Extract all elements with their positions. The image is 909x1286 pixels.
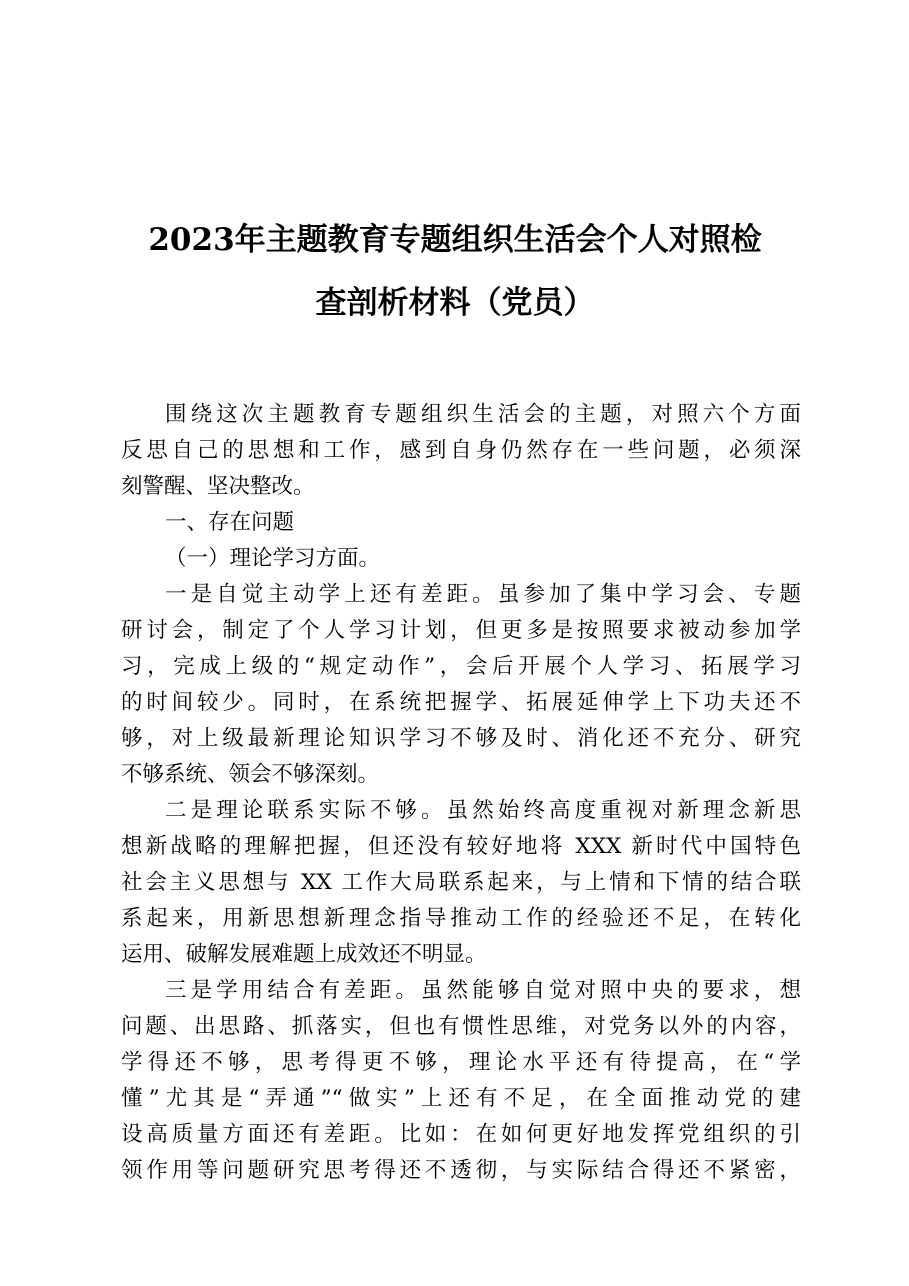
paragraph-line: 领作用等问题研究思考得还不透彻，与实际结合得还不紧密，: [121, 1158, 801, 1183]
paragraph-line: 不够系统、领会不够深刻。: [121, 762, 380, 787]
paragraph-line: 运用、破解发展难题上成效还不明显。: [121, 942, 487, 967]
paragraph-line: 想新战略的理解把握，但还没有较好地将 XXX 新时代中国特色: [121, 834, 801, 859]
paragraph-line: 问题、出思路、抓落实，但也有惯性思维，对党务以外的内容，: [121, 1014, 801, 1039]
paragraph-line: 社会主义思想与 XX 工作大局联系起来，与上情和下情的结合联: [121, 870, 801, 895]
paragraph-line: 刻警醒、坚决整改。: [121, 474, 315, 499]
paragraph-line: 围绕这次主题教育专题组织生活会的主题，对照六个方面: [165, 402, 801, 427]
paragraph-line: 够，对上级最新理论知识学习不够及时、消化还不充分、研究: [121, 726, 801, 751]
paragraph-line: 反思自己的思想和工作，感到自身仍然存在一些问题，必须深: [121, 438, 801, 463]
paragraph-line: 二是理论联系实际不够。虽然始终高度重视对新理念新思: [165, 798, 801, 823]
section-heading: 一、存在问题: [165, 510, 295, 535]
paragraph-line: 设高质量方面还有差距。比如：在如何更好地发挥党组织的引: [121, 1122, 801, 1147]
paragraph-line: 三是学用结合有差距。虽然能够自觉对照中央的要求，想: [165, 978, 801, 1003]
paragraph-line: 研讨会，制定了个人学习计划，但更多是按照要求被动参加学: [121, 618, 801, 643]
paragraph-line: 习，完成上级的“规定动作”，会后开展个人学习、拓展学习: [121, 654, 801, 679]
paragraph-line: 懂”尤其是“弄通”“做实”上还有不足，在全面推动党的建: [121, 1086, 801, 1111]
paragraph-line: 一是自觉主动学上还有差距。虽参加了集中学习会、专题: [165, 582, 801, 607]
document-title-line-1: 2023年主题教育专题组织生活会个人对照检: [148, 222, 762, 258]
subsection-heading: （一）理论学习方面。: [165, 546, 381, 571]
paragraph-line: 学得还不够，思考得更不够，理论水平还有待提高，在“学: [121, 1050, 801, 1075]
paragraph-line: 系起来，用新思想新理念指导推动工作的经验还不足，在转化: [121, 906, 801, 931]
paragraph-line: 的时间较少。同时，在系统把握学、拓展延伸学上下功夫还不: [121, 690, 801, 715]
document-title-line-2: 查剖析材料（党员）: [315, 285, 595, 321]
